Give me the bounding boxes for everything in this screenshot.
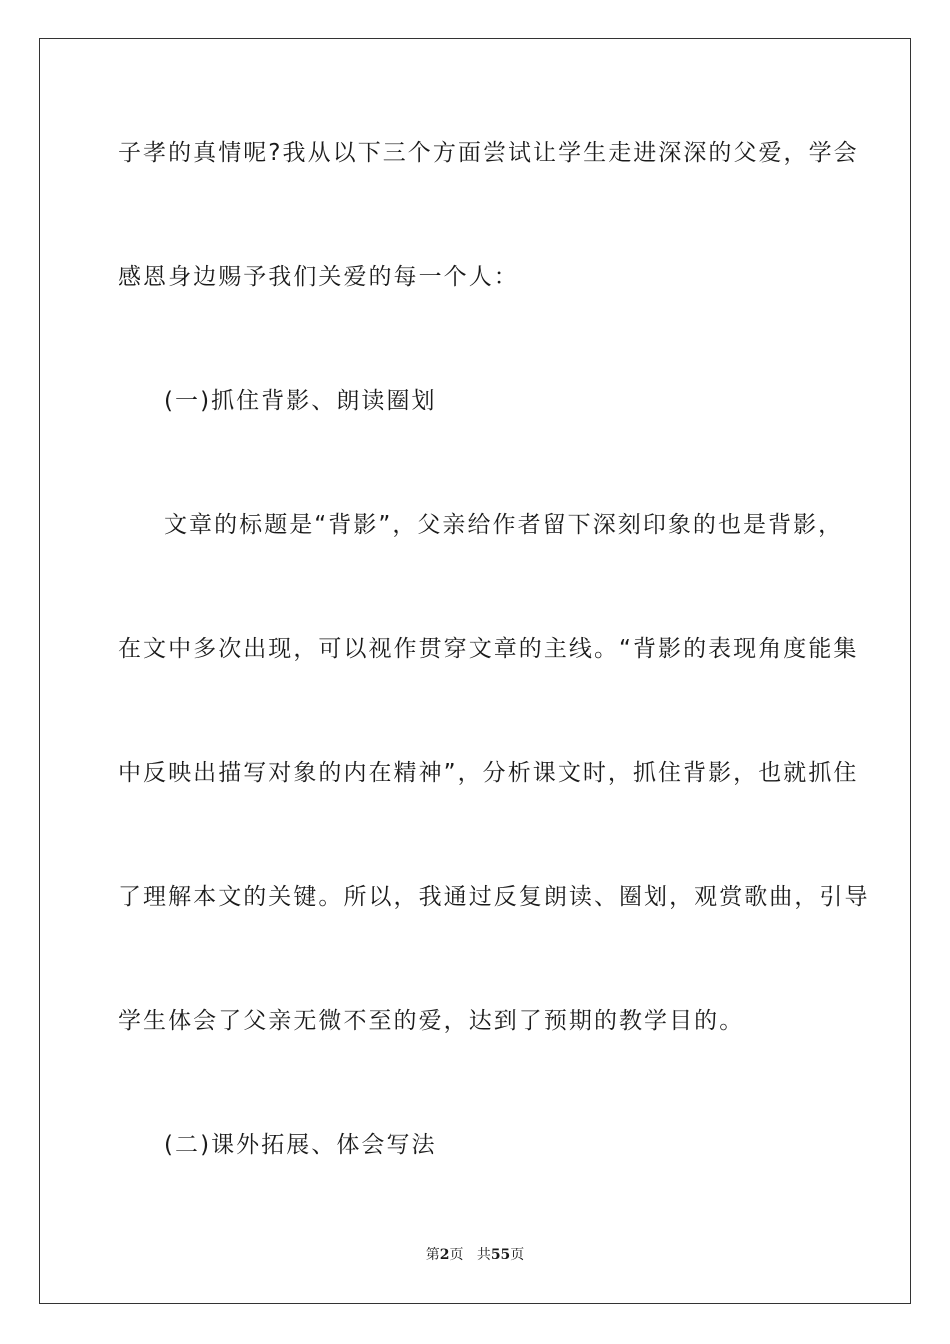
footer-page-prefix: 第 (425, 1247, 440, 1263)
body-line-6: 了理解本文的关键。所以，我通过反复朗读、圈划，观赏歌曲，引导 (118, 884, 870, 910)
body-line-4: 在文中多次出现，可以视作贯穿文章的主线。“背影的表现角度能集 (118, 636, 859, 662)
footer-total-pages: 55 (490, 1247, 511, 1263)
body-line-1: 子孝的真情呢?我从以下三个方面尝试让学生走进深深的父爱，学会 (118, 140, 859, 166)
footer-page-suffix: 页 (449, 1247, 464, 1263)
body-line-5: 中反映出描写对象的内在精神”，分析课文时，抓住背影，也就抓住 (118, 760, 859, 786)
body-line-7: 学生体会了父亲无微不至的爱，达到了预期的教学目的。 (118, 1008, 745, 1034)
footer-total-suffix: 页 (510, 1247, 525, 1263)
page-footer (0, 1245, 950, 1265)
body-line-2: 感恩身边赐予我们关爱的每一个人： (118, 264, 519, 290)
section-heading-1: (一)抓住背影、朗读圈划 (164, 388, 437, 414)
footer-total-prefix: 共 (476, 1247, 491, 1263)
section-heading-2: (二)课外拓展、体会写法 (164, 1132, 437, 1158)
footer-page-number: 2 (439, 1247, 450, 1263)
page-frame (39, 38, 911, 1304)
body-line-3: 文章的标题是“背影”，父亲给作者留下深刻印象的也是背影， (164, 512, 844, 538)
